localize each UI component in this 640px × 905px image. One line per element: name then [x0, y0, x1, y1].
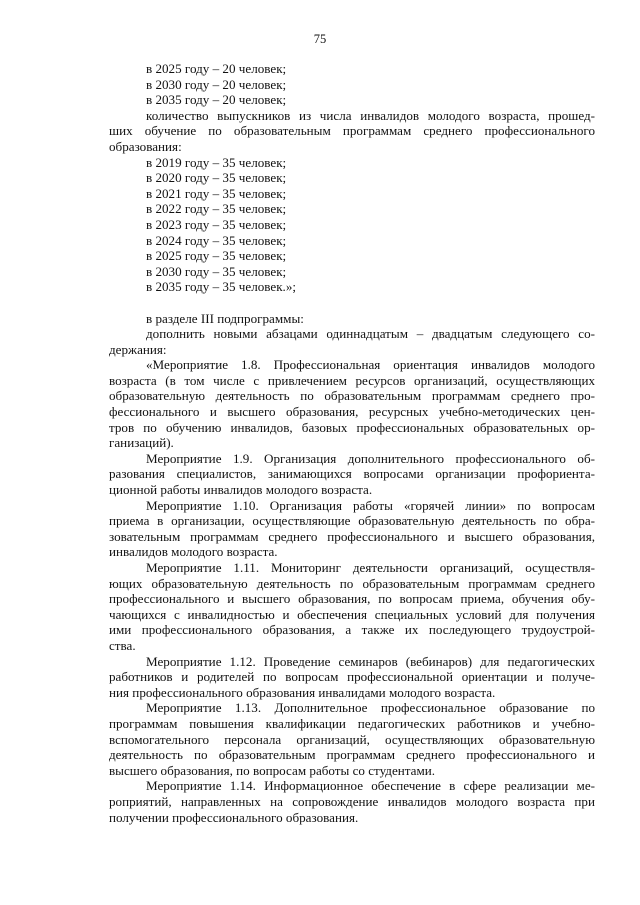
text-line: ционной работы инвалидов молодого возраста. [109, 482, 373, 498]
text-line: высшего образования, по вопросам работы со студентами. [109, 762, 436, 778]
text-line: в 2025 году – 20 человек; [146, 61, 287, 76]
text-line: в 2022 году – 35 человек; [146, 201, 287, 217]
text-line: Мероприятие 1.12. Проведение семинаров (вебинаров) для педагогических [146, 653, 595, 669]
text-line: Мероприятие 1.11. Мониторинг деятельности организаций, осуществля- [146, 560, 595, 575]
text-line: ганизаций). [109, 435, 174, 451]
text-line: в 2035 году – 20 человек; [146, 92, 287, 108]
text-line: ния профессионального образования инвалидами молодого возраста. [109, 684, 496, 700]
text-line: тров по обучению инвалидов, базовых профессиональных образовательных ор- [109, 419, 595, 435]
text-line: дополнить новыми абзацами одиннадцатым – двадцатым следующего со- [146, 326, 595, 342]
text-line: ства. [109, 637, 136, 653]
text-line: Мероприятие 1.14. Информационное обеспечение в сфере реализации ме- [146, 778, 595, 794]
text-line: в 2019 году – 35 человек; [146, 154, 287, 170]
text-line: в 2030 году – 20 человек; [146, 76, 287, 92]
text-line: в 2030 году – 35 человек; [146, 263, 287, 279]
text-line: образовательную деятельность по образовательным программам среднего про- [109, 388, 595, 404]
text-line: в 2023 году – 35 человек; [146, 216, 287, 232]
text-line: профессионального и высшего образования, по вопросам приема, обучения обу- [109, 591, 595, 607]
text-line: количество выпускников из числа инвалидов молодого возраста, прошед- [146, 107, 595, 123]
text-line: вспомогательного персонала организаций, осуществляющих образовательную [109, 731, 595, 747]
text-line: деятельность по образовательным программам среднего профессионального и [109, 747, 595, 763]
text-line: в 2035 году – 35 человек.»; [146, 279, 297, 295]
text-line: «Мероприятие 1.8. Профессиональная ориентация инвалидов молодого [146, 357, 595, 373]
text-line: инвалидов молодого возраста. [109, 544, 278, 560]
text-line: Мероприятие 1.10. Организация работы «горячей линии» по вопросам [146, 497, 595, 513]
text-line: в 2020 году – 35 человек; [146, 170, 287, 186]
text-line: Мероприятие 1.9. Организация дополнительного профессионального об- [146, 450, 595, 466]
text-line: держания: [109, 341, 167, 357]
text-line: в 2025 году – 35 человек; [146, 248, 287, 264]
text-line: чающихся с инвалидностью и обеспечения специальных условий для получения [109, 606, 595, 622]
document-body [109, 61, 595, 825]
text-line: получении профессионального образования. [109, 809, 359, 825]
text-line: в 2021 году – 35 человек; [146, 185, 287, 201]
text-line: работников и родителей по вопросам профессиональной ориентации и получе- [109, 669, 595, 685]
text-line: разования специалистов, занимающихся вопросами организации профориента- [109, 466, 595, 482]
text-line: образования: [109, 138, 182, 154]
text-line: роприятий, направленных на сопровождение инвалидов молодого возраста при [109, 793, 595, 809]
text-line: ими профессионального образования, а также их последующего трудоустрой- [109, 622, 595, 638]
text-line: в 2024 году – 35 человек; [146, 232, 287, 248]
text-line: ющих образовательную деятельность по образовательным программам среднего [109, 575, 595, 591]
text-line: возраста (в том числе с привлечением ресурсов организаций, осуществляющих [109, 372, 595, 388]
text-line: Мероприятие 1.13. Дополнительное профессиональное образование по [146, 700, 595, 716]
text-line: фессионального и высшего образования, ресурсных учебно-методических цен- [109, 404, 595, 420]
text-line: программам повышения квалификации педагогических работников и учебно- [109, 715, 595, 731]
text-line: в разделе III подпрограммы: [146, 310, 304, 326]
page-number: 75 [313, 32, 327, 46]
text-line: зовательным программам среднего профессионального и высшего образования, [109, 528, 595, 544]
text-line: приема в организации, осуществляющие образовательную деятельность по обра- [109, 513, 595, 529]
blank-line [109, 295, 595, 311]
text-line: ших обучение по образовательным программам среднего профессионального [109, 123, 595, 139]
